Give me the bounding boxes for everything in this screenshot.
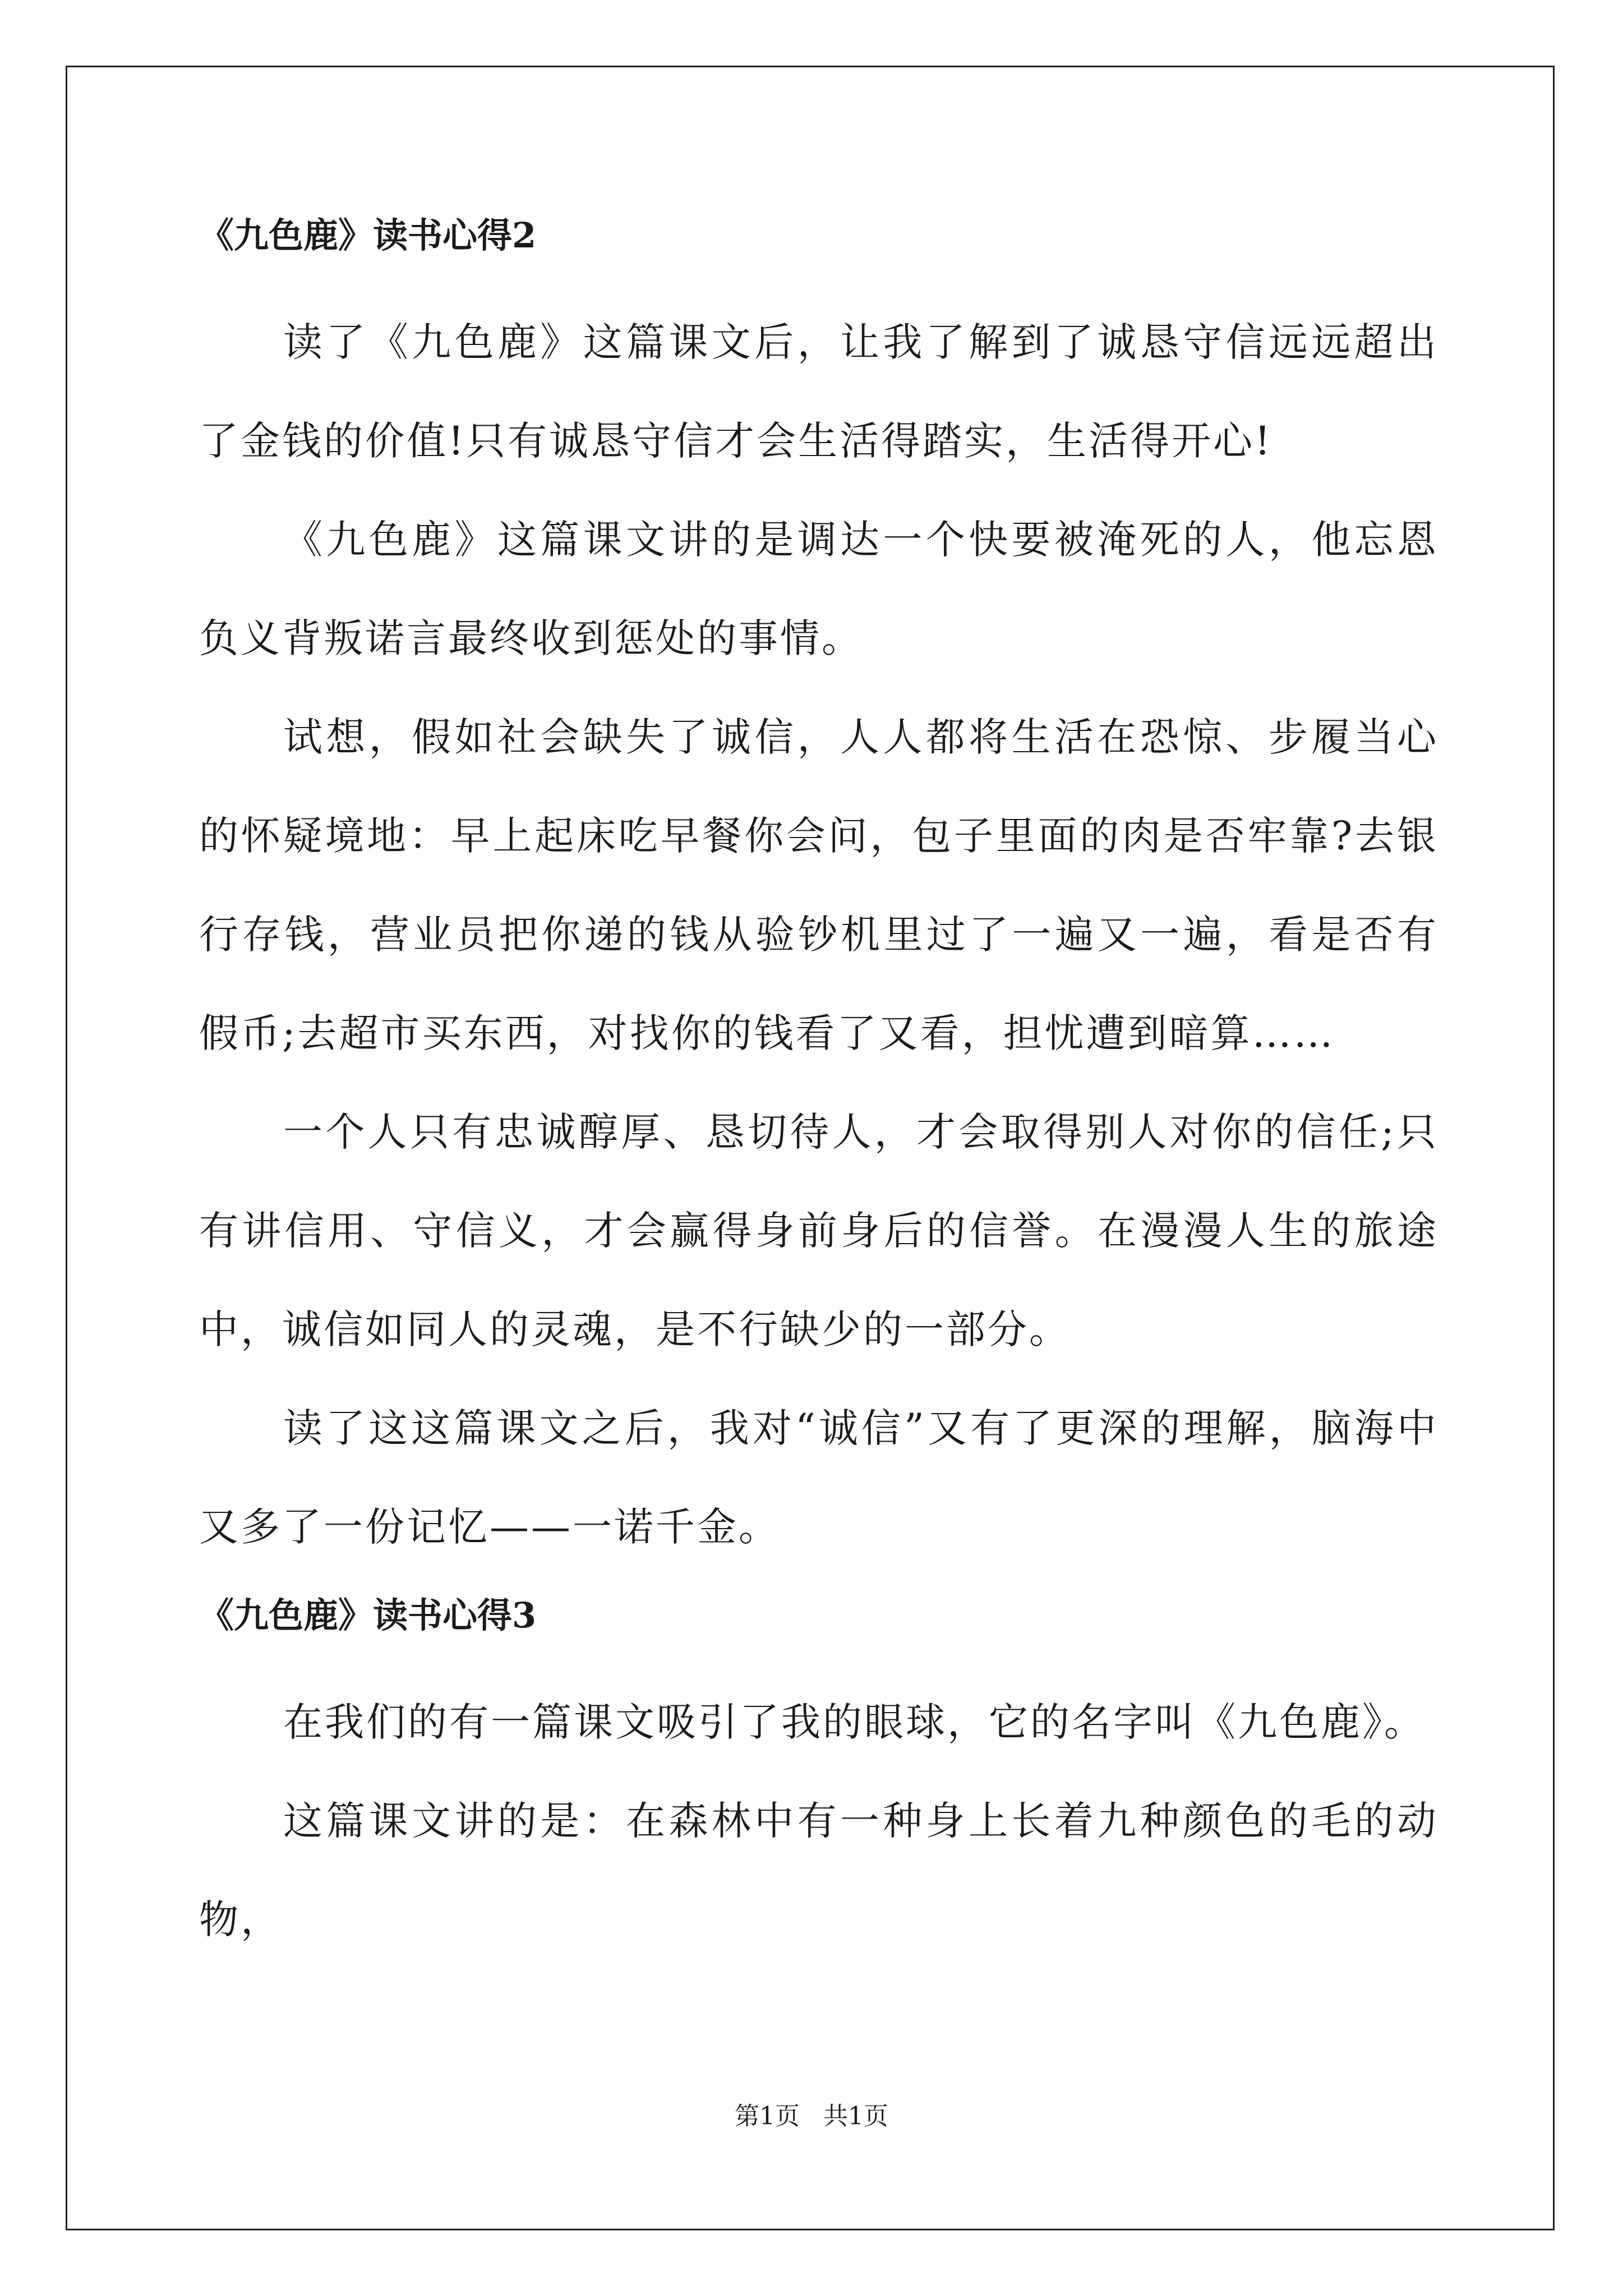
section-heading-2: 《九色鹿》读书心得2 [199, 215, 537, 256]
paragraph: 这篇课文讲的是：在森林中有一种身上长着九种颜色的毛的动物， [199, 1798, 1438, 1943]
document-body [199, 213, 1438, 1969]
paragraph: 一个人只有忠诚醇厚、恳切待人，才会取得别人对你的信任;只有讲信用、守信义，才会赢得身前身后的信誉。在漫漫人生的旅途中，诚信如同人的灵魂，是不行缺少的一部分。 [199, 1109, 1438, 1352]
paragraph: 《九色鹿》这篇课文讲的是调达一个快要被淹死的人，他忘恩负义背叛诺言最终收到惩处的事情。 [199, 517, 1438, 661]
paragraph: 在我们的有一篇课文吸引了我的眼球，它的名字叫《九色鹿》。 [283, 1699, 1426, 1745]
paragraph: 读了这这篇课文之后，我对“诚信”又有了更深的理解，脑海中又多了一份记忆——一诺千金。 [199, 1405, 1438, 1550]
page-footer: 第1页 共1页 [735, 2102, 888, 2131]
section-heading-3: 《九色鹿》读书心得3 [199, 1595, 537, 1636]
paragraph: 读了《九色鹿》这篇课文后，让我了解到了诚恳守信远远超出了金钱的价值!只有诚恳守信才会生活得踏实，生活得开心! [199, 319, 1438, 464]
paragraph: 试想，假如社会缺失了诚信，人人都将生活在恐惊、步履当心的怀疑境地：早上起床吃早餐你会问，包子里面的肉是否牢靠?去银行存钱，营业员把你递的钱从验钞机里过了一遍又一遍，看是否有假币;去超市买东西，对找你的钱看了又看，担忧遭到暗算…… [199, 714, 1438, 1056]
